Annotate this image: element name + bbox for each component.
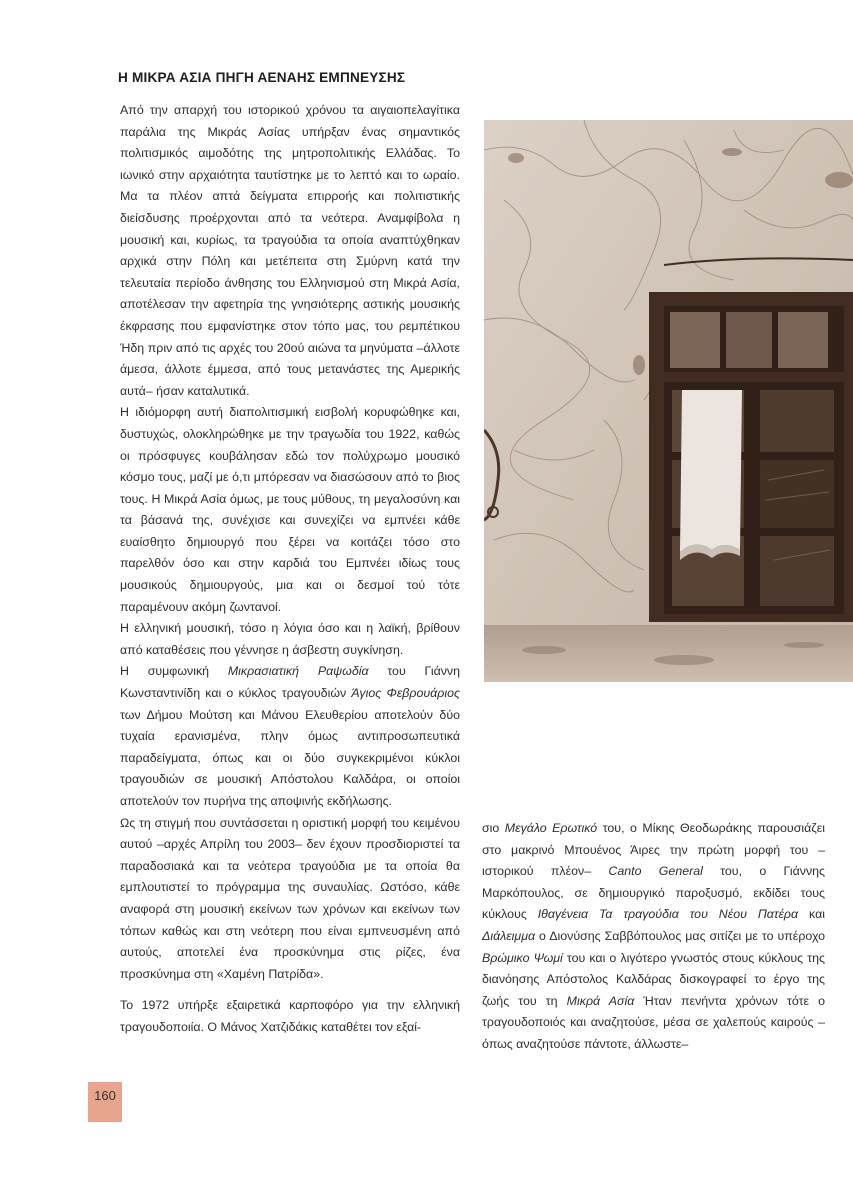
paragraph-2: Η ιδιόμορφη αυτή διαπολιτισμική εισβολή κορυφώθηκε και, δυστυχώς, ολοκληρώθηκε με την τραγωδία του 1922, καθώς οι πρόσφυγες κουβάλησαν εδώ τον πολύχρωμο μουσικό κόσμο τους, μαζί με ό,τι μπόρεσαν να διασώσουν από το βιος τους. Η Μικρά Ασία όμως, με τους μύθους, τη μεγαλοσύνη και τα βάσανά της, συνέχισε και συνεχίζει να εμπνέει κάθε ευαίσθητο δημιουργό που ξέρει να κοιτάζει τόσο στο παρελθόν όσο και στην καρδιά του Εμπνέει ιδίως τους μουσικούς δημιουργούς, μια και οι δεσμοί τού τότε παραμένουν ακόμη ζωντανοί. (120, 405, 460, 614)
paragraph-4 (120, 661, 460, 812)
text-column-left (120, 100, 460, 1039)
text-run: και (798, 907, 825, 922)
text-run: του, ο Μίκης Θεοδωράκης παρουσιάζει στο μακρινό Μπουένος Άιρες την πρώτη μορφή του –ιστορικού πλέον– (482, 821, 825, 879)
paragraph-4-text: των Δήμου Μούτση και Μάνου Ελευθερίου αποτελούν δύο τυχαία ερανισμένα, πλην όμως αντιπροσωπευτικά παραδείγματα, όπως και οι δύο συγκεκριμένοι κύκλοι τραγουδιών σε μουσική Απόστολου Καλδάρα, οι οποίοι αποτελούν τον πυρήνα της αποψινής εκδήλωσης. (120, 707, 460, 808)
paragraph-3: Η ελληνική μουσική, τόσο η λόγια όσο και η λαϊκή, βρίθουν από καταθέσεις που γέννησε η άσβεστη συγκίνηση. (120, 621, 460, 657)
paragraph-4-text: Η συμφωνική (120, 664, 228, 679)
work-title: Μικρά Ασία (566, 993, 635, 1008)
work-title: Μικρασιατική Ραψωδία (227, 664, 369, 679)
page-number: 160 (88, 1082, 122, 1122)
text-run: σιο (482, 821, 505, 835)
text-run: του και ο λιγότερο γνωστός στους κύκλους της διανόησης Απόστολος Καλδάρας δισκογραφεί το έργο της ζωής του τη (482, 950, 825, 1008)
work-title: Βρώμικο Ψωμί (482, 950, 563, 965)
paragraph-6: Το 1972 υπήρξε εξαιρετικά καρποφόρο για την ελληνική τραγουδοποιία. Ο Μάνος Χατζιδάκις καταθέτει τον εξαί- (120, 998, 460, 1034)
article-heading: Η ΜΙΚΡΑ ΑΣΙΑ ΠΗΓΗ ΑΕΝΑΗΣ ΕΜΠΝΕΥΣΗΣ (118, 70, 406, 85)
work-title: Μεγάλο Ερωτικό (504, 821, 598, 835)
paragraph-continued (482, 818, 825, 1056)
photo-old-window (484, 120, 853, 682)
work-title: Διάλειμμα (482, 928, 536, 943)
text-run: ο Διονύσης Σαββόπουλος μας σιτίζει με το υπέροχο (535, 928, 825, 943)
paragraph-4-text: του Γιάννη Κωνσταντινίδη και ο κύκλος τραγουδιών (120, 664, 461, 701)
paragraph-5: Ως τη στιγμή που συντάσσεται η οριστική μορφή του κειμένου αυτού –αρχές Απρίλη του 2003– δεν έχουν προσδιοριστεί τα παραδοσιακά και τα νεότερα τραγούδια με τα οποία θα εμπλουτιστεί το πρόγραμμα της συναυλίας. Ωστόσο, κάθε αναφορά στη μουσική εκείνων των χρόνων και εκείνων των τόπων καθώς και στη νεότερη που είναι εμπνευσμένη από αυτούς, αποτελεί ένα προσκύνημα στις ρίζες, ένα προσκύνημα στη «Χαμένη Πατρίδα». (120, 815, 460, 981)
work-title: Ιθαγένεια Τα τραγούδια του Νέου Πατέρα (537, 907, 799, 922)
paragraph-1: Από την απαρχή του ιστορικού χρόνου τα αιγαιοπελαγίτικα παράλια της Μικράς Ασίας υπήρξαν ένας σημαντικός πολιτισμικός αιμοδότης της μητροπολιτικής Ελλάδας. Το ιωνικό στην αρχαιότητα ταυτίστηκε με το λεπτό και το ωραίο. Μα τα πλέον απτά δείγματα επιρροής και πολιτιστικής διείσδυσης προέρχονται από τα νεότερα. Αναμφίβολα η μουσική και, κυρίως, τα τραγούδια τα οποία αναπτύχθηκαν αρχικά στην Πόλη και μετέπειτα στη Σμύρνη κατά την τελευταία περίοδο άνθησης του Ελληνισμού στη Μικρά Ασία, αποτέλεσαν την αφετηρία της γνησιότερης αστικής μουσικής έκφρασης που εμφανίστηκε στον τόπο μας, του ρεμπέτικου Ήδη πριν από τις αρχές του 20ού αιώνα τα μηνύματα –άλλοτε άμεσα, άλλοτε έμμεσα, από τους μετανάστες της Αμερικής αυτά– ήσαν καταλυτικά. (120, 103, 460, 398)
text-column-right (482, 818, 825, 1056)
text-run: του, ο Γιάννης Μαρκόπουλος, σε δημιουργικό παροξυσμό, εκδίδει τους κύκλους (482, 864, 826, 922)
work-title: Canto General (608, 864, 703, 879)
text-run: Ήταν πενήντα χρόνων τότε ο τραγουδοποιός και αναζητούσε, μέσα σε χαλεπούς καιρούς –όπως αναζητούσε πάντοτε, άλλωστε– (482, 993, 825, 1051)
work-title: Άγιος Φεβρουάριος (351, 686, 460, 701)
